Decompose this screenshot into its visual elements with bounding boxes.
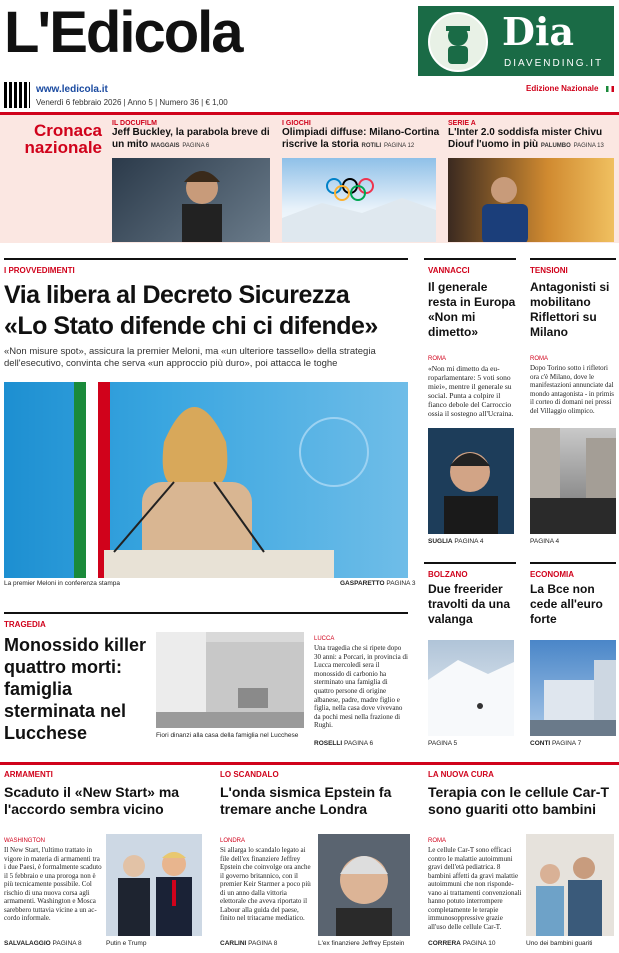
strip-item-head: Jeff Buckley, la parabola breve di un mito <box>112 127 270 150</box>
armamenti-kicker: ARMAMENTI <box>4 770 53 779</box>
author: GASPARETTO <box>340 580 385 587</box>
tragedia-caption: Fiori dinanzi alla casa della famiglia nel Lucchese <box>156 732 299 739</box>
divider <box>0 762 619 765</box>
author: CONTI <box>530 740 551 747</box>
avalanche-photo <box>428 640 514 736</box>
strip-item-head: L'Inter 2.0 soddisfa mister Chivu Diouf l'uomo in più <box>448 127 603 150</box>
epstein-photo <box>318 834 410 936</box>
cura-body: Le cellule Car-T sono efficaci contro le malattie autoimmuni gravi dell'età pediatrica. 8 bambini affetti da gravi malattie autoimmuni che non rispondevano ai trattamenti convenzionali hanno potuto interrompere completamente le terapie immunosoppressive grazie all'uso delle cellule Car-T. <box>428 846 522 931</box>
page-ref: PAGINA 13 <box>573 143 604 149</box>
strip-item-head: Olimpiadi diffuse: Milano-Cortina riscrive la storia <box>282 127 440 150</box>
issue-date: Venerdì 6 febbraio 2026 | Anno 5 | Numero 36 | € 1,00 <box>36 98 228 107</box>
edition-label: Edizione Nazionale <box>526 84 599 93</box>
lead-kicker: I PROVVEDIMENTI <box>4 266 75 275</box>
tensioni-place: ROMA <box>530 356 548 362</box>
masthead-title: L'Edicola <box>4 0 242 65</box>
meloni-photo <box>4 382 408 578</box>
page-ref: PAGINA 8 <box>248 940 278 947</box>
divider <box>530 258 616 260</box>
page-ref: PAGINA 6 <box>343 740 374 747</box>
strip-item[interactable] <box>448 120 616 152</box>
strip-section-title: Cronaca nazionale <box>24 121 102 157</box>
putin-trump-photo <box>106 834 202 936</box>
ad-subtitle: DIAVENDING.IT <box>504 58 604 69</box>
tensioni-title[interactable]: Antagonisti si mobilitano Riflettori su Milano <box>530 280 610 339</box>
author: SALVALAGGIO <box>4 940 51 947</box>
tragedia-place: LUCCA <box>314 636 335 642</box>
chivu-photo <box>448 158 614 242</box>
lead-title-2[interactable]: «Lo Stato difende chi ci difende» <box>4 312 378 340</box>
strip-item[interactable] <box>112 120 272 152</box>
tensioni-kicker: TENSIONI <box>530 266 568 275</box>
olympic-photo <box>282 158 436 242</box>
bolzano-title[interactable]: Due freerider travolti da una valanga <box>428 582 511 626</box>
page-ref: PAGINA 8 <box>52 940 82 947</box>
vannacci-kicker: VANNACCI <box>428 266 470 275</box>
vannacci-title[interactable]: Il generale resta in Europa «Non mi dimetto» <box>428 280 516 339</box>
italian-flag-icon <box>606 86 614 92</box>
page-ref: PAGINA 4 <box>530 538 560 545</box>
armamenti-place: WASHINGTON <box>4 838 46 844</box>
author: MAGGAIS <box>150 143 180 149</box>
epstein-title[interactable]: L'onda sismica Epstein fa tremare anche Londra <box>220 784 392 817</box>
ad-logo: Dia <box>502 9 575 54</box>
strip-item-category: I GIOCHI <box>282 120 311 127</box>
author: CARLINI <box>220 940 247 947</box>
divider <box>4 258 408 260</box>
cura-title[interactable]: Terapia con le cellule Car-T sono guariti otto bambini <box>428 784 610 817</box>
divider <box>424 562 516 564</box>
epstein-place: LONDRA <box>220 838 246 844</box>
tragedia-title[interactable]: Monossido killer quattro morti: famiglia sterminata nel Lucchese <box>4 635 147 743</box>
economia-kicker: ECONOMIA <box>530 570 574 579</box>
qr-code-icon <box>4 82 30 108</box>
site-link[interactable]: www.ledicola.it <box>36 84 108 95</box>
divider <box>4 612 408 614</box>
bolzano-kicker: BOLZANO <box>428 570 468 579</box>
author: CORRERA <box>428 940 461 947</box>
cura-kicker: LA NUOVA CURA <box>428 770 494 779</box>
tragedia-body: Una tragedia che si ripete dopo 30 anni: a Porcari, in provincia di Lucca mercoledì sera il monossido di carbonio ha sterminato una famiglia di quattro persone di origine albanese, padre, madre figlio e figlia, nella casa dove vivevano da pochi mesi nella frazione di Rughi. <box>314 644 408 730</box>
vannacci-place: ROMA <box>428 356 446 362</box>
divider <box>424 258 516 260</box>
divider <box>530 562 616 564</box>
strip-item-category: SERIE A <box>448 120 476 127</box>
mascot-icon <box>428 12 488 72</box>
cura-caption: Uno dei bambini guariti <box>526 940 593 947</box>
strip-item-category: IL DOCUFILM <box>112 120 157 127</box>
author: ROSELLI <box>314 740 343 747</box>
tensioni-body: Dopo Torino sotto i rifletori ora c'è Milano, dove le manifestazioni annunciate dal mondo antagonista - in primis il corteo di domani nei pressi del Villaggio olimpico. <box>530 364 614 415</box>
armamenti-title[interactable]: Scaduto il «New Start» ma l'accordo sembra vicino <box>4 784 180 817</box>
page-ref: PAGINA 10 <box>462 940 496 947</box>
buckley-photo <box>112 158 270 242</box>
tensioni-photo <box>530 428 616 534</box>
cura-photo <box>526 834 614 936</box>
page-ref: PAGINA 12 <box>383 143 415 149</box>
author: ROTILI <box>361 143 382 149</box>
author: SUGLIA <box>428 538 453 545</box>
page-ref: PAGINA 7 <box>552 740 582 747</box>
tragedia-photo <box>156 632 304 728</box>
ad-banner[interactable] <box>418 6 614 76</box>
lead-title-1[interactable]: Via libera al Decreto Sicurezza <box>4 281 350 309</box>
page-ref: PAGINA 6 <box>182 143 210 149</box>
strip-item[interactable] <box>282 120 440 152</box>
bce-photo <box>530 640 616 736</box>
vannacci-photo <box>428 428 514 534</box>
armamenti-body: Il New Start, l'ultimo trattato in vigore in materia di armamenti tra i due Paesi, è formalmente scaduto il 5 febbraio e una proroga non è più tecnicamente possibile. Col rischio di una nuova corsa agli armamenti. Washington e Mosca sarebbero tuttavia vicine a un accordo informale. <box>4 846 102 922</box>
vannacci-body: «Non mi dimetto da europarlamentare: 5 voti sono miei», mentre il generale su social. Punta a colpire il fianco debole del Carroccio ossia il sostegno all'Ucraina. <box>428 364 514 418</box>
lead-caption: La premier Meloni in conferenza stampa <box>4 580 120 587</box>
lead-subtitle: «Non misure spot», assicura la premier Meloni, ma «un ulteriore tassello» della strategia dell'esecutivo, convinta che serva «un approccio più duro», poi attacca le toghe <box>4 346 376 369</box>
epstein-kicker: LO SCANDALO <box>220 770 279 779</box>
page-ref: PAGINA 3 <box>386 580 416 587</box>
page-ref: PAGINA 4 <box>454 538 484 545</box>
tragedia-kicker: TRAGEDIA <box>4 620 46 629</box>
economia-title[interactable]: La Bce non cede all'euro forte <box>530 582 603 626</box>
page-ref: PAGINA 5 <box>428 740 458 747</box>
epstein-body: Si allarga lo scandalo legato ai file dell'ex finanziere Jeffrey Epstein che coinvolge ora anche il governo britannico, con il premier Keir Starmer a poco più di un anno dalla vittoria elettorale che aveva riportato il Labour alla guida del paese, finito nel tritacarne mediatico. <box>220 846 311 922</box>
armamenti-caption: Putin e Trump <box>106 940 147 947</box>
epstein-caption: L'ex finanziere Jeffrey Epstein <box>318 940 405 947</box>
cura-place: ROMA <box>428 838 446 844</box>
author: PALUMBO <box>540 143 571 149</box>
